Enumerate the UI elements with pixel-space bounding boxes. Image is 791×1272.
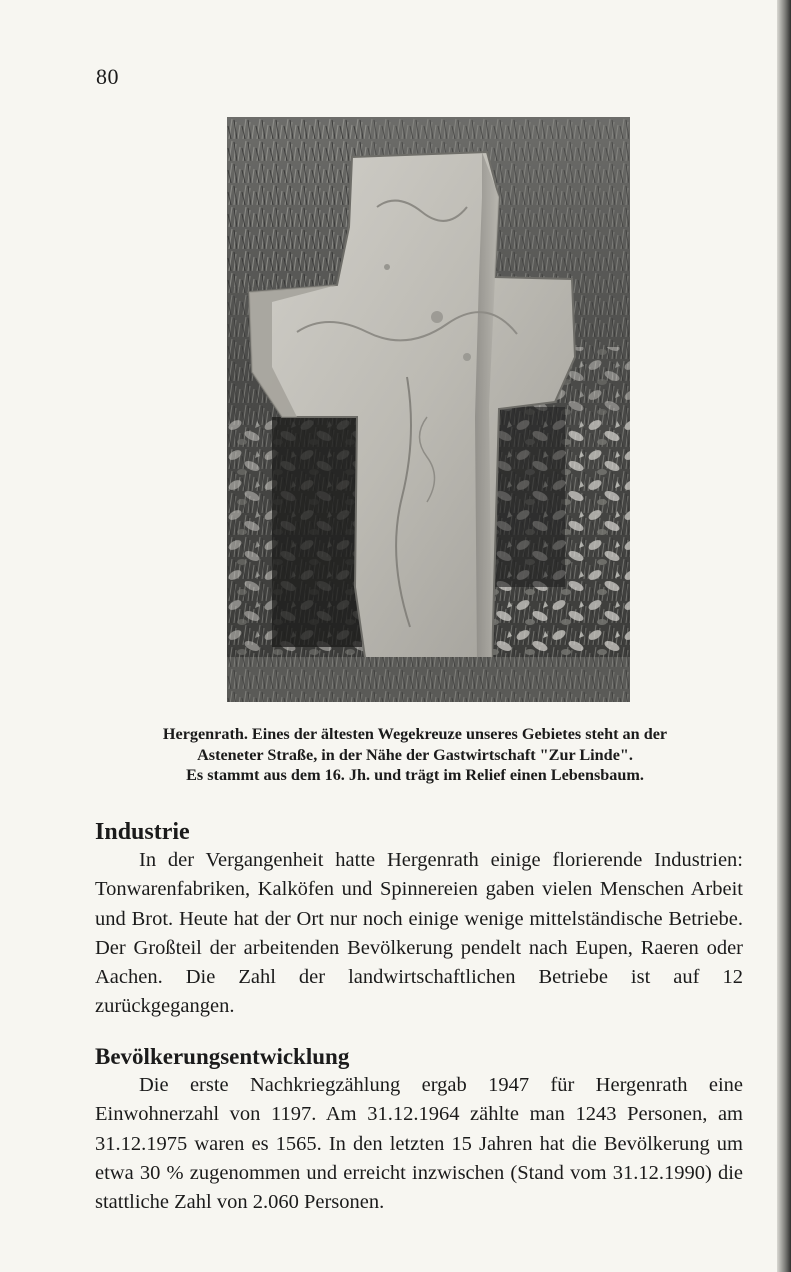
section-heading: Bevölkerungsentwicklung: [95, 1044, 350, 1069]
section-paragraph: In der Vergangenheit hatte Hergenrath einige florierende Industrien: Tonwarenfabriken, Kalköfen und Spinnereien gaben vielen Menschen Arbeit und Brot. Heute hat der Ort nur noch einige wenige mittelständische Betriebe. Der Großteil der arbeitenden Bevölkerung pendelt nach Eupen, Raeren oder Aachen. Die Zahl der landwirtschaftlichen Betriebe ist auf 12 zurückgegangen.: [95, 849, 743, 1018]
page-edge-shadow: [777, 0, 791, 1272]
photo-caption: [90, 724, 740, 786]
stone-cross-photo: [227, 117, 630, 702]
section-heading: Industrie: [95, 819, 190, 845]
caption-line: Es stammt aus dem 16. Jh. und trägt im Relief einen Lebensbaum.: [186, 766, 644, 784]
section-industrie: [95, 818, 743, 1022]
caption-line: Asteneter Straße, in der Nähe der Gastwirtschaft "Zur Linde".: [197, 745, 633, 764]
caption-line: Hergenrath. Eines der ältesten Wegekreuze unseres Gebietes steht an der: [162, 725, 668, 743]
section-bevoelkerungsentwicklung: [95, 1043, 743, 1217]
page-number: 80: [96, 64, 119, 89]
section-paragraph: Die erste Nachkriegzählung ergab 1947 für Hergenrath eine Einwohnerzahl von 1197. Am 31.12.1964 zählte man 1243 Personen, am 31.12.1975 waren es 1565. In den letzten 15 Jahren hat die Bevölkerung um etwa 30 % zugenommen und erreicht inzwischen (Stand vom 31.12.1990) die stattliche Zahl von 2.060 Personen.: [95, 1074, 743, 1214]
